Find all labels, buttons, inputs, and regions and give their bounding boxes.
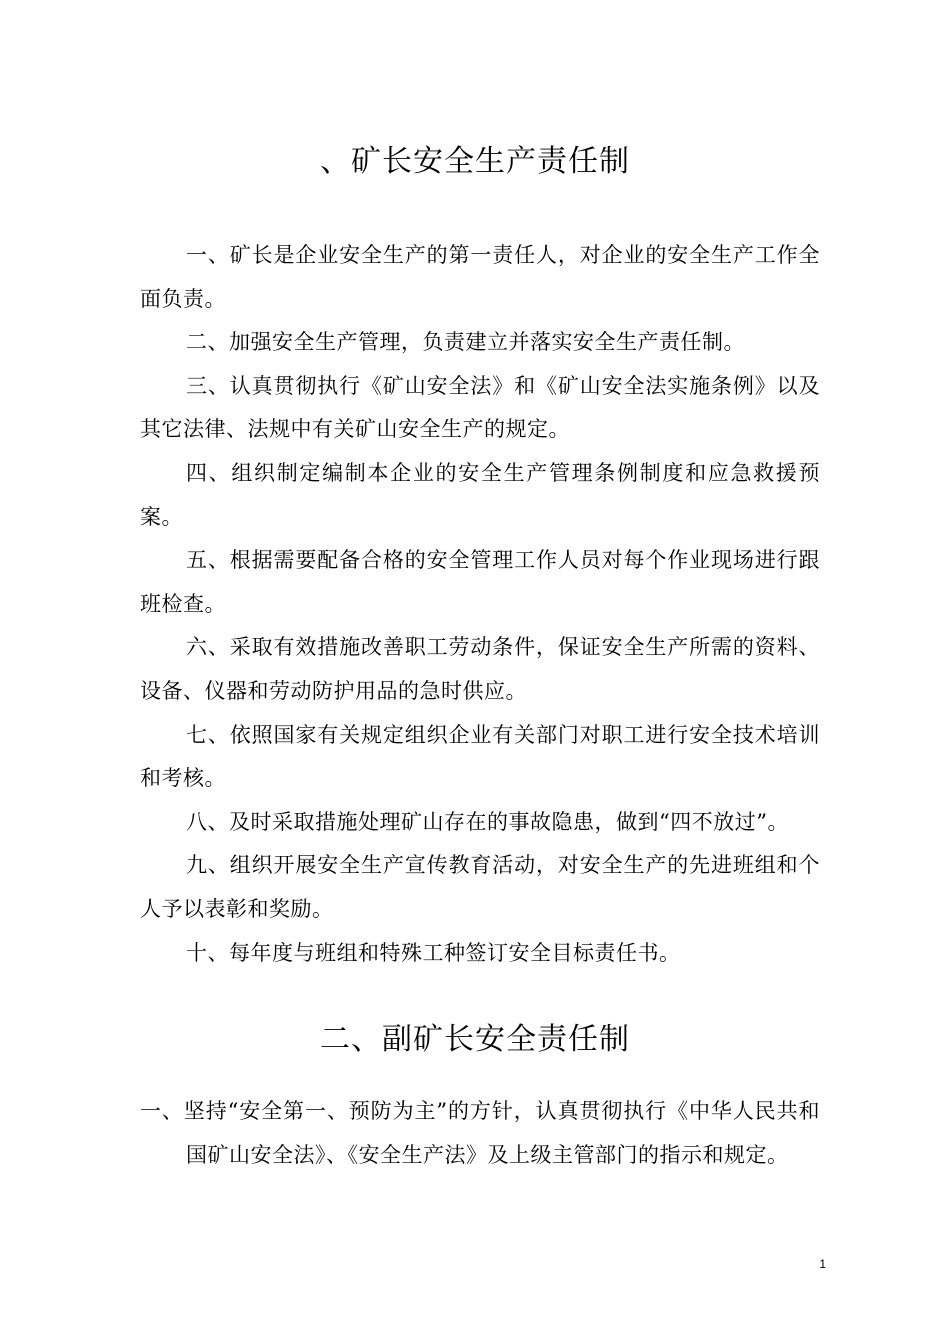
paragraph-item: 八、及时采取措施处理矿山存在的事故隐患，做到“四不放过”。	[186, 809, 789, 834]
section-title-mine-director: 、矿长安全生产责任制	[320, 144, 630, 179]
paragraph-item: 一、矿长是企业安全生产的第一责任人，对企业的安全生产工作全面负责。	[140, 243, 820, 311]
paragraph-item: 十、每年度与班组和特殊工种签订安全目标责任书。	[186, 940, 681, 965]
paragraph-item: 九、组织开展安全生产宣传教育活动，对安全生产的先进班组和个人予以表彰和奖励。	[140, 853, 820, 921]
paragraph-item: 三、认真贯彻执行《矿山安全法》和《矿山安全法实施条例》以及其它法律、法规中有关矿山安全生产的规定。	[140, 373, 820, 442]
paragraph-item: 五、根据需要配备合格的安全管理工作人员对每个作业现场进行跟班检查。	[140, 548, 820, 616]
page-number: 1	[819, 1257, 826, 1271]
paragraph-item: 二、加强安全生产管理，负责建立并落实安全生产责任制。	[186, 330, 745, 355]
section-mine-director-duties	[140, 234, 820, 975]
paragraph-item: 四、组织制定编制本企业的安全生产管理条例制度和应急救援预案。	[140, 460, 820, 529]
paragraph-item: 六、采取有效措施改善职工劳动条件，保证安全生产所需的资料、设备、仪器和劳动防护用品的急时供应。	[140, 635, 820, 703]
section-title-deputy-mine-director: 二、副矿长安全责任制	[320, 1022, 630, 1057]
section-deputy-director-duties	[140, 1090, 820, 1177]
paragraph-item: 一、坚持“安全第一、预防为主”的方针，认真贯彻执行《中华人民共和国矿山安全法》、《安全生产法》及上级主管部门的指示和规定。	[140, 1099, 820, 1167]
paragraph-item: 七、依照国家有关规定组织企业有关部门对职工进行安全技术培训和考核。	[140, 722, 820, 791]
